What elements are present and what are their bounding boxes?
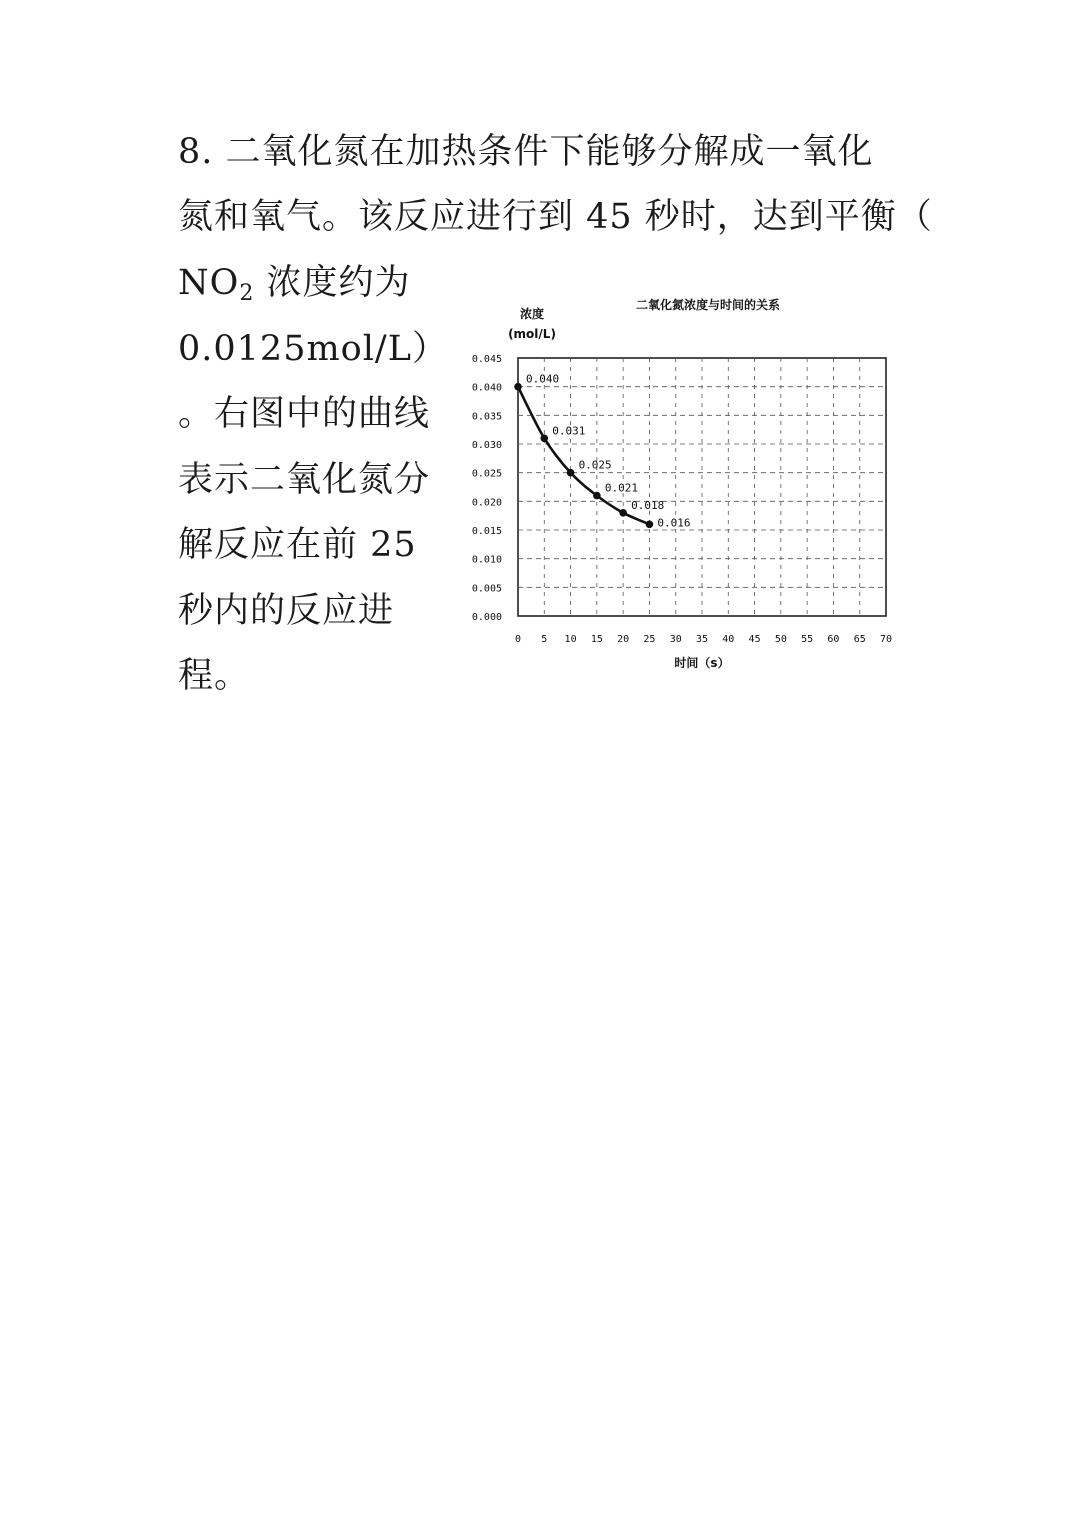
x-tick-label: 25 <box>643 634 656 645</box>
x-tick-label: 60 <box>827 634 840 645</box>
y-tick-label: 0.005 <box>471 583 502 595</box>
data-labels <box>526 373 691 530</box>
x-tick-label: 50 <box>774 634 787 645</box>
data-label: 0.031 <box>552 424 586 438</box>
x-tick-label: 20 <box>617 634 630 645</box>
no2-subscript: 2 <box>239 281 255 306</box>
data-label: 0.016 <box>657 516 691 530</box>
data-point <box>540 434 548 442</box>
x-tick-label: 35 <box>695 634 709 645</box>
y-axis-unit: (mol/L) <box>508 327 556 341</box>
y-axis-label: 浓度 <box>519 307 545 321</box>
y-tick-label: 0.045 <box>471 354 502 365</box>
grid-lines <box>518 358 886 616</box>
y-tick-label: 0.040 <box>471 382 502 394</box>
question-line-8: 秒内的反应进 <box>178 591 395 631</box>
x-tick-label: 5 <box>541 634 548 645</box>
chart-title: 二氧化氮浓度与时间的关系 <box>635 298 781 312</box>
x-tick-label: 55 <box>801 634 814 645</box>
x-tick-label: 10 <box>564 634 577 645</box>
x-tick-labels <box>515 634 892 645</box>
question-line-1: 8. 二氧化氮在加热条件下能够分解成一氧化 <box>178 132 874 172</box>
y-tick-label: 0.015 <box>471 526 502 537</box>
x-tick-label: 70 <box>879 634 893 645</box>
x-tick-label: 45 <box>748 634 761 645</box>
question-line-2: 氮和氧气。该反应进行到 45 秒时，达到平衡（ <box>178 197 933 237</box>
data-label: 0.021 <box>604 481 638 495</box>
data-point <box>646 520 654 528</box>
data-label: 0.018 <box>631 498 665 512</box>
x-tick-label: 40 <box>722 634 735 645</box>
question-line-7: 解反应在前 25 <box>178 525 417 565</box>
data-point <box>567 469 575 477</box>
y-tick-label: 0.020 <box>471 497 502 509</box>
question-line-9: 程。 <box>178 656 251 696</box>
x-tick-label: 30 <box>669 634 682 645</box>
question-line-3 <box>178 261 410 316</box>
question-line-5: 。右图中的曲线 <box>178 394 431 434</box>
question-line-4: 0.0125mol/L） <box>178 329 448 369</box>
data-point <box>619 509 627 517</box>
x-axis-label: 时间（s） <box>674 656 730 670</box>
x-tick-label: 65 <box>853 634 866 645</box>
y-tick-label: 0.030 <box>471 440 502 451</box>
no2-concentration-chart <box>450 285 910 685</box>
data-label: 0.025 <box>578 458 612 472</box>
y-tick-labels <box>472 354 502 623</box>
data-label: 0.040 <box>526 372 560 386</box>
y-tick-label: 0.000 <box>471 612 502 623</box>
series-line <box>518 387 649 525</box>
x-tick-label: 0 <box>514 634 522 645</box>
no2-concentration-label: 浓度约为 <box>254 263 411 303</box>
y-tick-label: 0.025 <box>471 468 502 480</box>
data-point <box>593 492 601 500</box>
no2-formula: NO <box>178 263 240 303</box>
x-tick-label: 15 <box>590 634 603 645</box>
question-line-6: 表示二氧化氮分 <box>178 460 431 500</box>
y-tick-label: 0.010 <box>471 554 502 566</box>
data-point <box>514 383 522 391</box>
y-tick-label: 0.035 <box>471 411 502 423</box>
